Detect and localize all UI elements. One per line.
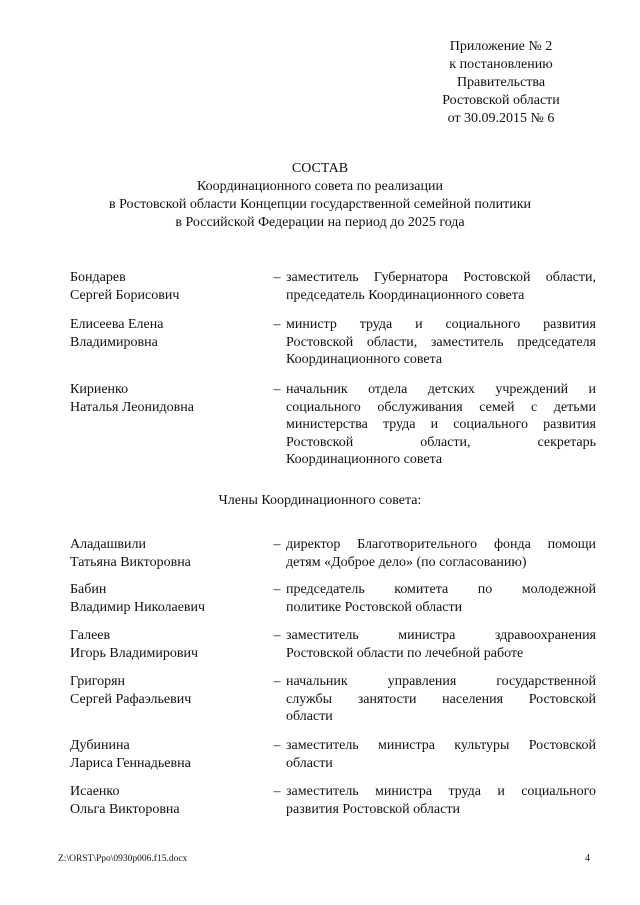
role-line: министерства труда и социального развития (286, 417, 596, 432)
role-line: службы занятости населения Ростовской (286, 691, 596, 707)
person-name (70, 783, 260, 818)
person-role (286, 581, 596, 616)
appendix-line: к постановлению (449, 57, 553, 72)
person-surname: Григорян (70, 674, 126, 689)
members-heading: Члены Координационного совета: (218, 493, 422, 508)
person-name (70, 581, 260, 616)
dash-separator: – (273, 537, 281, 552)
person-given-name: Татьяна Викторовна (70, 554, 191, 570)
role-line: заместитель Губернатора Ростовской области, (286, 270, 596, 285)
person-role (286, 536, 596, 571)
role-line: области (286, 755, 333, 771)
title-line: в Российской Федерации на период до 2025 года (175, 215, 465, 230)
role-line: политике Ростовской области (286, 599, 463, 615)
role-line: заместитель министра труда и социального (286, 784, 596, 799)
page-number: 4 (585, 853, 590, 864)
role-line: Координационного совета (286, 352, 443, 367)
role-line: председатель Координационного совета (286, 287, 525, 303)
document-title (40, 160, 600, 232)
appendix-line: Ростовской области (442, 93, 560, 108)
person-role (286, 381, 596, 469)
title-line: в Ростовской области Концепции государственной семейной политики (108, 197, 532, 212)
dash-separator: – (273, 317, 281, 332)
dash-separator: – (273, 382, 281, 397)
footer-file-path: Z:\ORST\Ppo\0930p006.f15.docx (58, 854, 188, 864)
person-role (286, 783, 596, 818)
person-given-name: Сергей Рафаэльевич (70, 691, 192, 707)
person-given-name: Сергей Борисович (70, 287, 180, 303)
person-surname: Галеев (70, 628, 111, 643)
person-given-name: Владимир Николаевич (70, 599, 206, 615)
person-given-name: Владимировна (70, 334, 158, 350)
role-line: заместитель министра здравоохранения (286, 628, 596, 643)
person-name (70, 673, 260, 708)
person-name (70, 627, 260, 662)
person-role (286, 269, 596, 304)
person-given-name: Лариса Геннадьевна (70, 755, 191, 771)
role-line: министр труда и социального развития (286, 317, 596, 332)
person-surname: Бондарев (70, 270, 126, 285)
person-role (286, 627, 596, 662)
appendix-line: Приложение № 2 (449, 39, 553, 54)
title-heading: СОСТАВ (291, 161, 349, 176)
dash-separator: – (273, 784, 281, 799)
role-line: Координационного совета (286, 452, 443, 467)
dash-separator: – (273, 270, 281, 285)
role-line: Ростовской области, секретарь (286, 434, 596, 450)
person-surname: Исаенко (70, 784, 120, 799)
person-name (70, 737, 260, 772)
appendix-line: от 30.09.2015 № 6 (447, 111, 555, 126)
person-surname: Дубинина (70, 738, 130, 753)
dash-separator: – (273, 674, 281, 689)
role-line: начальник отдела детских учреждений и (286, 382, 596, 397)
role-line: социального обслуживания семей с детьми (286, 399, 596, 415)
dash-separator: – (273, 738, 281, 753)
person-given-name: Игорь Владимирович (70, 645, 199, 661)
role-line: начальник управления государственной (286, 674, 596, 689)
person-given-name: Ольга Викторовна (70, 801, 180, 817)
title-line: Координационного совета по реализации (196, 179, 443, 194)
appendix-line: Правительства (456, 75, 546, 90)
role-line: председатель комитета по молодежной (286, 582, 596, 597)
person-name (70, 316, 260, 351)
person-given-name: Наталья Леонидовна (70, 399, 194, 415)
person-name (70, 536, 260, 571)
person-surname: Аладашвили (70, 537, 147, 552)
person-name (70, 269, 260, 304)
person-role (286, 673, 596, 726)
person-role (286, 316, 596, 369)
dash-separator: – (273, 582, 281, 597)
person-surname: Бабин (70, 582, 107, 597)
role-line: развития Ростовской области (286, 801, 460, 817)
person-role (286, 737, 596, 772)
role-line: директор Благотворительного фонда помощи (286, 537, 596, 552)
role-line: детям «Доброе дело» (по согласованию) (286, 554, 527, 570)
appendix-block (396, 38, 606, 128)
dash-separator: – (273, 628, 281, 643)
role-line: заместитель министра культуры Ростовской (286, 738, 596, 753)
person-name (70, 381, 260, 416)
person-surname: Елисеева Елена (70, 317, 164, 332)
role-line: области (286, 709, 333, 724)
role-line: Ростовской области, заместитель председателя (286, 334, 596, 350)
role-line: Ростовской области по лечебной работе (286, 645, 524, 661)
person-surname: Кириенко (70, 382, 129, 397)
